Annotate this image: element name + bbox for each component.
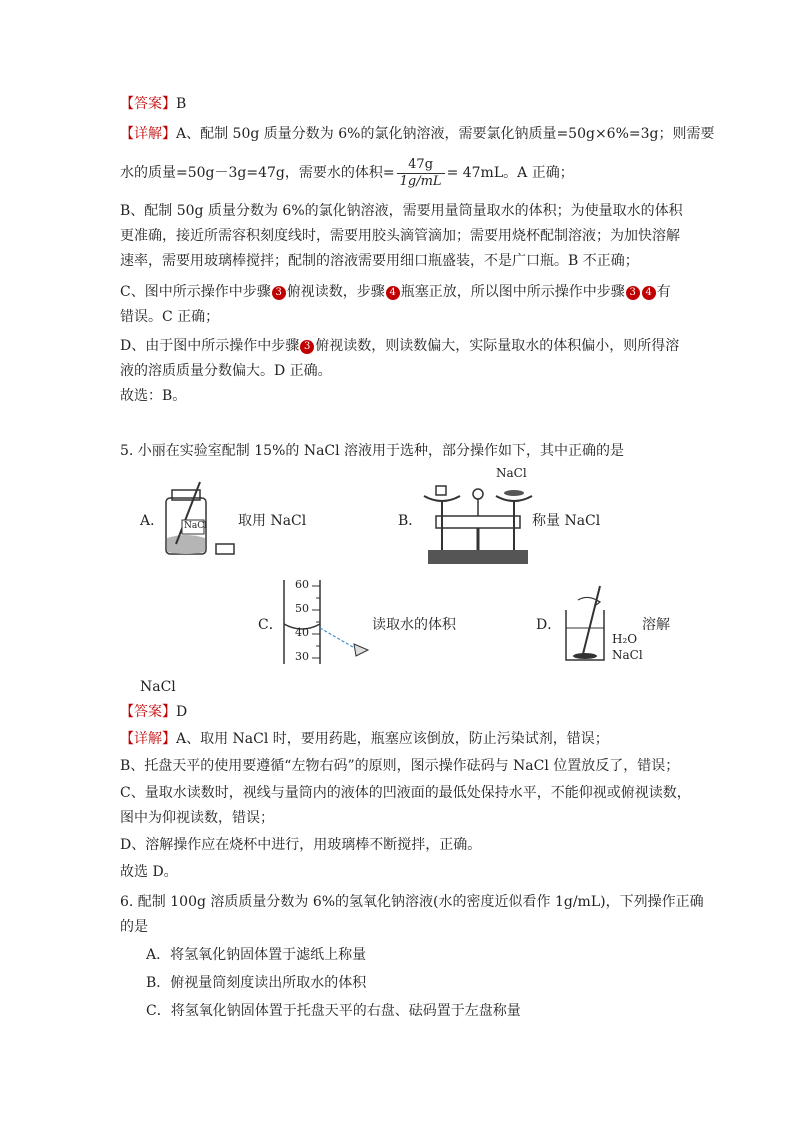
volume-fraction xyxy=(397,157,445,190)
q4-answer-line xyxy=(120,95,186,113)
q5-detail-D: D、溶解操作应在烧杯中进行，用玻璃棒不断搅拌，正确。 xyxy=(120,837,482,853)
detail-tag: 【详解】 xyxy=(120,126,176,142)
detail-text: 瓶塞正放，所以图中所示操作中步骤 xyxy=(400,284,625,300)
q5-detail-C1: C、量取水读数时，视线与量筒内的液体的凹液面的最低处保持水平，不能仰视或俯视读数， xyxy=(120,785,691,801)
detail-text: D、由于图中所示操作中步骤 xyxy=(120,338,300,354)
q6-option-c: C．将氢氧化钠固体置于托盘天平的右盘、砝码置于左盘称量 xyxy=(146,1003,521,1019)
q6-option-b: B．俯视量筒刻度读出所取水的体积 xyxy=(146,975,367,991)
q5-option-c-text: 读取水的体积 xyxy=(372,617,456,633)
q4-detail-B2: 更准确，接近所需容积刻度线时，需要用胶头滴管滴加；需要用烧杯配制溶液；为加快溶解 xyxy=(120,228,680,244)
q5-option-d-text: 溶解 xyxy=(642,617,670,633)
fraction-denominator: 1g/mL xyxy=(399,173,442,189)
beaker-illustration xyxy=(560,582,620,666)
tick-60: 60 xyxy=(295,578,309,591)
answer-tag: 【答案】 xyxy=(120,704,176,720)
step-3-badge: 3 xyxy=(626,286,640,300)
q5-stray-label: NaCl xyxy=(140,679,176,695)
q4-detail-B1: B、配制 50g 质量分数为 6%的氯化钠溶液，需要用量筒量取水的体积；为使量取水的体积 xyxy=(120,203,683,219)
answer-value: B xyxy=(176,96,187,112)
step-3-badge: 3 xyxy=(272,286,286,300)
q5-option-b-letter: B． xyxy=(398,513,423,529)
detail-text: A、取用 NaCl 时，要用药匙，瓶塞应该倒放，防止污染试剂，错误； xyxy=(176,731,609,747)
q5-stem: 5. 小丽在实验室配制 15%的 NaCl 溶液用于选种，部分操作如下，其中正确的是 xyxy=(120,443,625,459)
q4-detail-B3: 速率，需要用玻璃棒搅拌；配制的溶液需要用细口瓶盛装，不是广口瓶。B 不正确； xyxy=(120,253,639,269)
q5-option-b-text: 称量 NaCl xyxy=(532,513,601,529)
bottle-label: NaCl xyxy=(184,521,208,531)
tick-40: 40 xyxy=(295,626,309,639)
q5-detail-C2: 图中为仰视读数，错误； xyxy=(120,810,274,826)
q6-stem-2: 的是 xyxy=(120,919,148,935)
detail-text: = 47mL。A 正确； xyxy=(446,165,574,181)
balance-nacl-label: NaCl xyxy=(496,466,527,480)
step-4-badge: 4 xyxy=(642,286,656,300)
detail-text: A、配制 50g 质量分数为 6%的氯化钠溶液，需要氯化钠质量=50g×6%=3g；则需要 xyxy=(176,126,715,142)
detail-text: 有 xyxy=(656,284,671,300)
q4-conclusion: 故选：B。 xyxy=(120,388,187,404)
q4-detail-line2 xyxy=(120,156,574,190)
tick-50: 50 xyxy=(295,602,309,615)
answer-value: D xyxy=(176,704,188,720)
q5-detail-B: B、托盘天平的使用要遵循“左物右码”的原则，图示操作砝码与 NaCl 位置放反了，错误； xyxy=(120,758,680,774)
q6-option-a: A．将氢氧化钠固体置于滤纸上称量 xyxy=(146,947,367,963)
q4-detail-C2: 错误。C 正确； xyxy=(120,309,220,325)
q5-option-a-letter: A． xyxy=(140,513,165,529)
answer-tag: 【答案】 xyxy=(120,96,176,112)
q4-detail-D1 xyxy=(120,337,679,355)
step-3-badge: 3 xyxy=(300,340,314,354)
graduated-cylinder-illustration xyxy=(276,574,376,668)
detail-text: 水的质量=50g－3g=47g，需要水的体积= xyxy=(120,165,395,181)
q4-detail-line1 xyxy=(120,125,715,143)
q5-option-d-letter: D． xyxy=(536,617,562,633)
beaker-water-label: H₂O xyxy=(612,632,638,646)
q4-detail-C1 xyxy=(120,283,671,301)
q5-detail-A xyxy=(120,730,609,748)
q4-detail-D2: 液的溶质质量分数偏大。D 正确。 xyxy=(120,363,332,379)
balance-illustration xyxy=(418,466,538,568)
q6-stem-1: 6. 配制 100g 溶质质量分数为 6%的氢氧化钠溶液(水的密度近似看作 1g/mL)，下列操作正确 xyxy=(120,894,704,910)
q5-option-a-text: 取用 NaCl xyxy=(238,513,307,529)
step-4-badge: 4 xyxy=(386,286,400,300)
reagent-bottle-illustration xyxy=(160,478,240,562)
q5-answer-line xyxy=(120,703,187,721)
q5-conclusion: 故选 D。 xyxy=(120,864,178,880)
q5-option-c-letter: C． xyxy=(258,617,283,633)
detail-text: 俯视读数，步骤 xyxy=(286,284,385,300)
beaker-nacl-label: NaCl xyxy=(612,648,643,662)
tick-30: 30 xyxy=(295,650,309,663)
detail-text: 俯视读数，则读数偏大，实际量取水的体积偏小，则所得溶 xyxy=(315,338,680,354)
detail-tag: 【详解】 xyxy=(120,731,176,747)
detail-text: C、图中所示操作中步骤 xyxy=(120,284,271,300)
fraction-numerator: 47g xyxy=(397,157,445,174)
